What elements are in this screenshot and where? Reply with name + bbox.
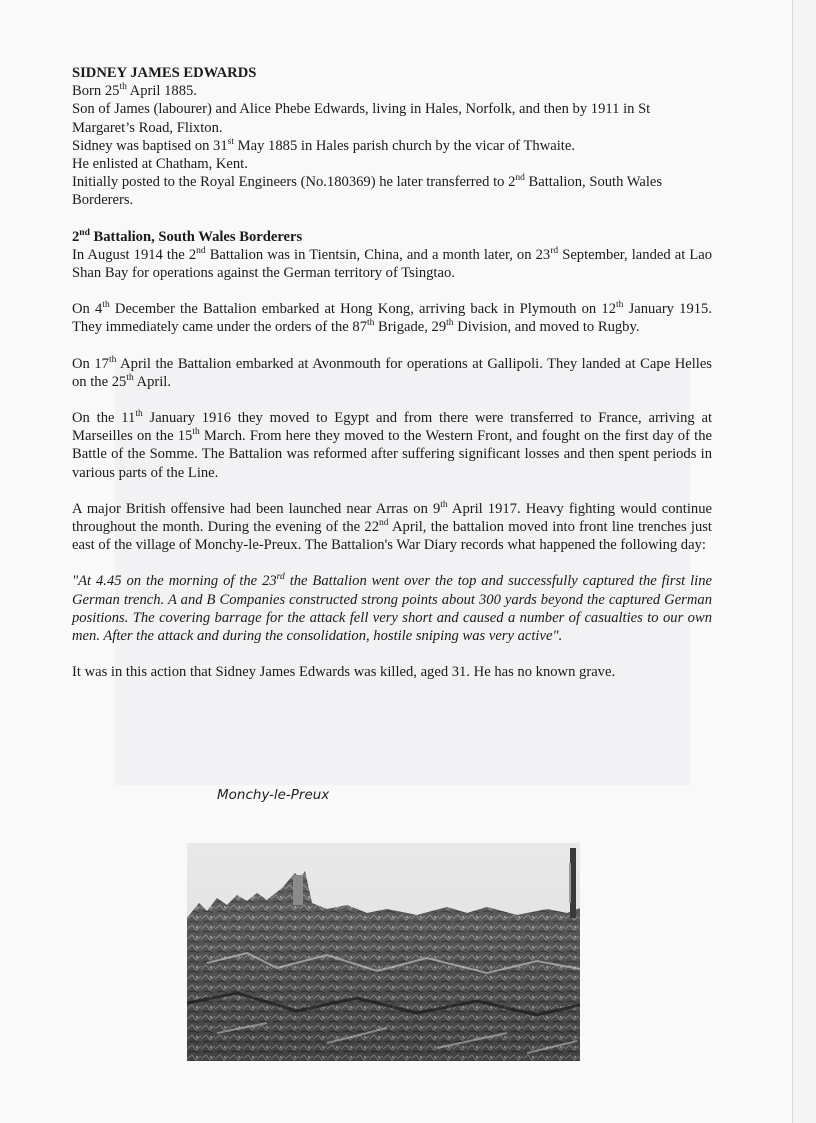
parents-line: Son of James (labourer) and Alice Phebe Edwards, living in Hales, Norfolk, and then by 1911 in St Margaret’s Road, Flixton. (72, 101, 651, 136)
photo-caption: Monchy-le-Preux (217, 787, 330, 803)
paragraph-arras: A major British offensive had been launched near Arras on 9th April 1917. Heavy fighting would continue throughout the month. During the evening of the 22nd April, the battalion moved into front line trenches just east of the village of Monchy-le-Preux. The Battalion's War Diary records what happened the following day: (72, 500, 712, 554)
document-body (72, 64, 712, 681)
war-diary-quote: "At 4.45 on the morning of the 23rd the Battalion went over the top and successfully captured the first line German trench. A and B Companies constructed strong points about 300 yards beyond the captured German positions. The covering barrage for the attack fell very short and caused a number of casualties to our own men. After the attack and during the consolidation, hostile sniping was very active". (72, 572, 712, 645)
baptism-line: Sidney was baptised on 31st May 1885 in Hales parish church by the vicar of Thwaite. (72, 136, 575, 154)
paragraph-tsingtao: In August 1914 the 2nd Battalion was in Tientsin, China, and a month later, on 23rd September, landed at Lao Shan Bay for operations against the German territory of Tsingtao. (72, 245, 713, 282)
battalion-heading: 2nd Battalion, South Wales Borderers (72, 227, 303, 245)
paragraph-western-front: On the 11th January 1916 they moved to Egypt and from there were transferred to France, arriving at Marseilles on the 15th March. From here they moved to the Western Front, and fought on the first day of the Battle of the Somme. The Battalion was reformed after suffering significant losses and then spent periods in various parts of the Line. (72, 409, 712, 481)
enlistment-line: He enlisted at Chatham, Kent. (72, 156, 248, 173)
name-heading: SIDNEY JAMES EDWARDS (72, 65, 257, 81)
posting-line: Initially posted to the Royal Engineers (No.180369) he later transferred to 2nd Battalion, South Wales Borderers. (72, 173, 663, 209)
birth-line: Born 25th April 1885. (72, 82, 197, 100)
paragraph-gallipoli: On 17th April the Battalion embarked at Avonmouth for operations at Gallipoli. They landed at Cape Helles on the 25th April. (72, 354, 712, 390)
closing-line: It was in this action that Sidney James Edwards was killed, aged 31. He has no known grave. (72, 664, 616, 681)
monchy-ruins-photo (187, 843, 580, 1061)
paragraph-hong-kong: On 4th December the Battalion embarked at Hong Kong, arriving back in Plymouth on 12th January 1915. They immediately came under the orders of the 87th Brigade, 29th Division, and moved to Rugby. (72, 300, 712, 336)
